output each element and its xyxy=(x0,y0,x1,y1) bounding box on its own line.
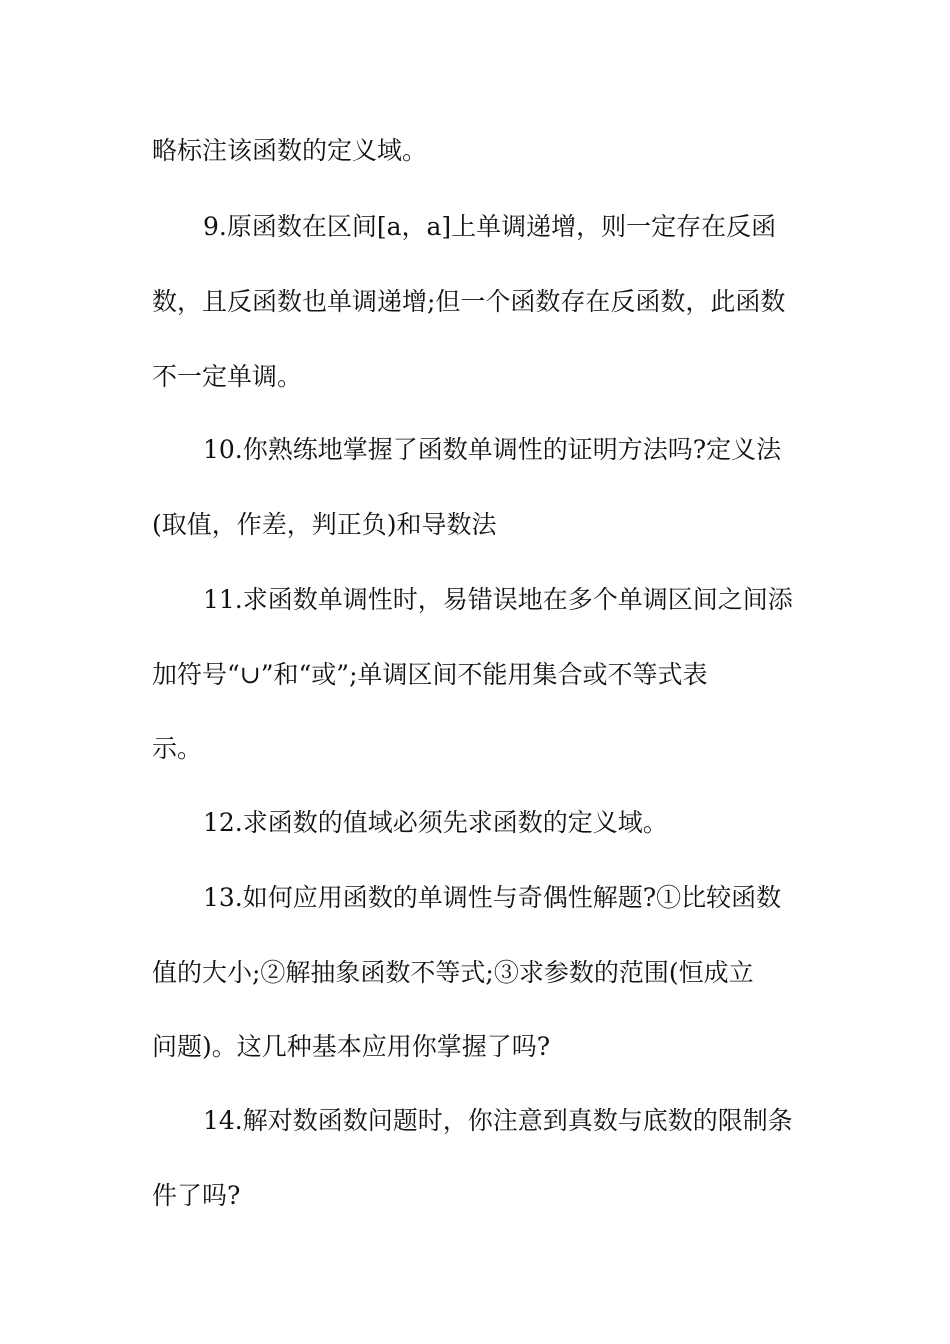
text-line: 数，且反函数也单调递增;但一个函数存在反函数，此函数 xyxy=(152,287,786,316)
text-line: 11.求函数单调性时，易错误地在多个单调区间之间添 xyxy=(203,585,793,614)
text-line: 9.原函数在区间[a，a]上单调递增，则一定存在反函 xyxy=(203,212,777,241)
text-line: (取值，作差，判正负)和导数法 xyxy=(152,510,497,539)
text-line: 略标注该函数的定义域。 xyxy=(152,136,428,165)
text-line: 示。 xyxy=(152,734,203,763)
text-line: 加符号“∪”和“或”;单调区间不能用集合或不等式表 xyxy=(152,660,708,689)
text-line: 问题)。这几种基本应用你掌握了吗? xyxy=(152,1032,551,1061)
text-line: 不一定单调。 xyxy=(152,362,303,391)
text-line: 13.如何应用函数的单调性与奇偶性解题?①比较函数 xyxy=(203,883,782,912)
text-line: 12.求函数的值域必须先求函数的定义域。 xyxy=(203,808,668,837)
text-line: 值的大小;②解抽象函数不等式;③求参数的范围(恒成立 xyxy=(152,958,754,987)
text-line: 14.解对数函数问题时，你注意到真数与底数的限制条 xyxy=(203,1106,793,1135)
text-line: 10.你熟练地掌握了函数单调性的证明方法吗?定义法 xyxy=(203,435,782,464)
text-line: 件了吗? xyxy=(152,1181,241,1210)
